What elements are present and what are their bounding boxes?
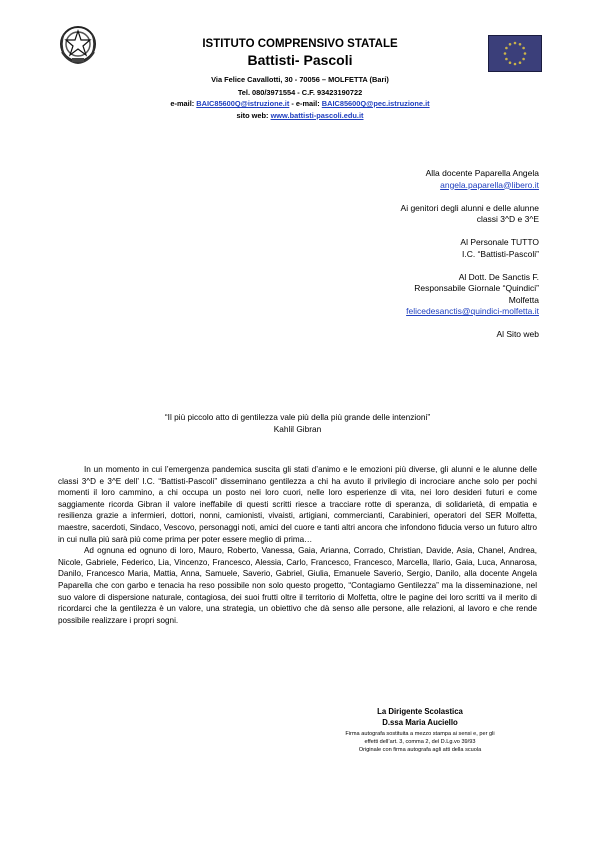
recipient-teacher: Alla docente Paparella Angela (425, 168, 539, 178)
school-email-link[interactable]: BAIC85600Q@istruzione.it (196, 99, 290, 108)
school-website-link[interactable]: www.battisti-pascoli.edu.it (270, 111, 364, 120)
italian-republic-emblem-icon (56, 22, 100, 66)
body-paragraph-1: In un momento in cui l’emergenza pandemica suscita gli stati d’animo e le emozioni più diverse, gli alunni e le alunne delle classi 3^D e 3^E dell’ I.C. “Battisti-Pascoli” disseminano gentilezza a chi ha avuto il privilegio di incrociare anche solo per pochi momenti il loro cammino, a chi occupa un posto nei loro cuori, nelle loro esperienze di vita, nei loro desideri futuri e come saggiamente ricorda Gibran il valore ineffabile di questi scritti riesce a tracciare rotte di speranza, di solidarietà, di empatia e resilienza grazie a infermieri, dottori, nonni, camionisti, vivaisti, artigiani, commercianti, Carabinieri, operatori del SER Molfetta, maestre, sacerdoti, Sindaco, Vescovo, personaggi noti, amici del cuore e tanti altri ancora che infondono fiducia verso un futuro altro in cui nulla più sarà più come prima per poter essere meglio di prima… (58, 465, 537, 544)
school-type-heading: ISTITUTO COMPRENSIVO STATALE (202, 38, 398, 50)
recipient-parents-classes: classi 3^D e 3^E (476, 214, 539, 224)
school-pec-link[interactable]: BAIC85600Q@pec.istruzione.it (321, 99, 430, 108)
school-emails (120, 98, 480, 109)
recipient-teacher-email[interactable]: angela.paparella@libero.it (440, 179, 539, 190)
recipient-journalist-email[interactable]: felicedesanctis@quindici-molfetta.it (406, 306, 539, 316)
recipient-website: Al Sito web (496, 329, 539, 339)
school-name-heading: Battisti- Pascoli (247, 52, 353, 68)
recipient-journalist: Al Dott. De Sanctis F. (458, 271, 539, 282)
signature-note-line-3: Originale con firma autografa agli atti della scuola (358, 747, 482, 753)
email-label-1: e-mail: (170, 99, 197, 108)
school-address: Via Felice Cavallotti, 30 - 70056 – MOLFETTA (Bari) (211, 75, 389, 84)
email-label-2: - e-mail: (289, 99, 322, 108)
quote-author: Kahlil Gibran (273, 423, 322, 434)
signature-note-line-1: Firma autografa sostituita a mezzo stampa ai sensi e, per gli (345, 731, 495, 737)
recipient-staff-school: I.C. “Battisti-Pascoli” (462, 248, 539, 259)
signature-name: D.ssa Maria Auciello (382, 718, 458, 727)
recipient-staff: Al Personale TUTTO (460, 237, 539, 247)
quote-text: “Il più piccolo atto di gentilezza vale più della più grande delle intenzioni” (164, 412, 431, 422)
website-label: sito web: (236, 111, 271, 120)
school-phone: Tel. 080/3971554 - C.F. 93423190722 (237, 88, 363, 97)
quote-block (58, 412, 537, 435)
signature-note (300, 730, 540, 754)
recipient-journalist-city: Molfetta (508, 294, 539, 305)
signature-role: La Dirigente Scolastica (377, 707, 463, 716)
recipient-parents: Ai genitori degli alunni e delle alunne (400, 202, 539, 213)
letter-body (58, 464, 537, 626)
european-union-flag-icon (488, 35, 542, 72)
recipients-block (239, 168, 539, 341)
signature-note-line-2: effetti dell’art. 3, comma 2, del D.Lg.vo 39/93 (364, 739, 476, 745)
recipient-journalist-role: Responsabile Giornale “Quindici” (414, 283, 539, 293)
school-website (120, 110, 480, 121)
signature-block (300, 706, 540, 754)
body-paragraph-2: Ad ognuna ed ognuno di loro, Mauro, Roberto, Vanessa, Gaia, Arianna, Corrado, Christian, Davide, Asia, Chanel, Andrea, Nicole, Gabriele, Federico, Lia, Vincenzo, Francesco, Alessia, Carlo, Francesco, Francesco, Marcella, Ilario, Gaia, Luca, Annarosa, Danilo, Francesco Maria, Mattia, Anna, Samuele, Saverio, Gabriel, Giulia, Emanuele Saverio, Sergio, Danilo, alla docente Angela Paparella che con garbo e tenacia ha reso possibile non solo questo progetto, “Contagiamo Gentilezza” ma la disseminazione, nel suo valore di dispersione naturale, contagiosa, dei suoi frutti oltre il territorio di Molfetta, oltre le pagine dei loro scritti va il merito di ricordarci che la gentilezza è un valore, una strategia, un obiettivo che dà senso alle persone, alle relazioni, al lavoro e che rende possibile realizzare i propri sogni. (58, 546, 537, 625)
